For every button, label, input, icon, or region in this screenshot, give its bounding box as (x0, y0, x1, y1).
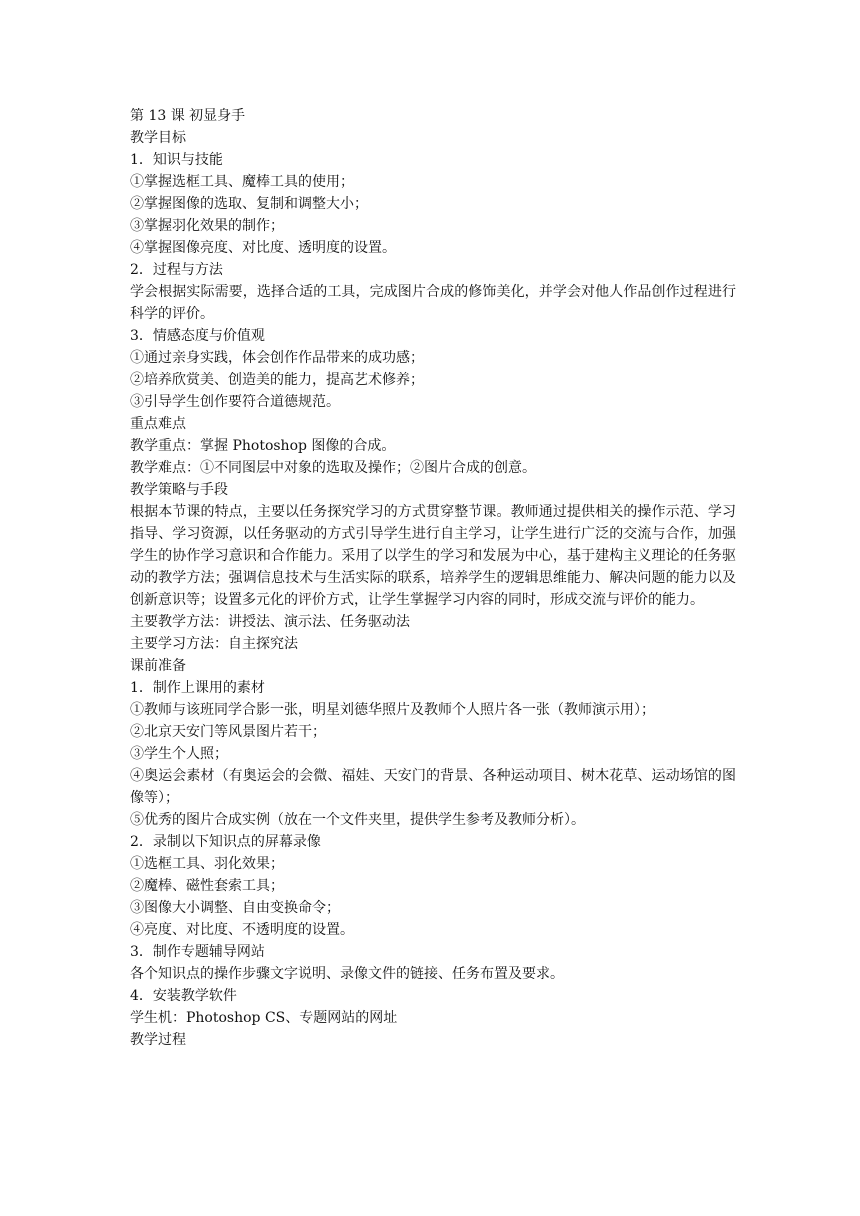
recording-item: ④亮度、对比度、不透明度的设置。 (130, 922, 354, 938)
process-heading: 2．过程与方法 (130, 262, 223, 278)
material-item: ④奥运会素材（有奥运会的会微、福娃、天安门的背景、各种运动项目、树木花草、运动场馆的图像等）； (130, 768, 736, 806)
teach-method: 主要教学方法：讲授法、演示法、任务驱动法 (130, 614, 410, 630)
recording-item: ③图像大小调整、自由变换命令； (130, 900, 340, 916)
recording-item: ②魔棒、磁性套索工具； (130, 878, 284, 894)
difficult-point: 教学难点：①不同图层中对象的选取及操作；②图片合成的创意。 (130, 460, 536, 476)
material-item: ②北京天安门等风景图片若干； (130, 724, 326, 740)
knowledge-item: ③掌握羽化效果的制作； (130, 218, 284, 234)
knowledge-heading: 1．知识与技能 (130, 152, 223, 168)
process-text: 学会根据实际需要，选择合适的工具，完成图片合成的修饰美化，并学会对他人作品创作过程进行科学的评价。 (130, 284, 736, 322)
knowledge-item: ②掌握图像的选取、复制和调整大小； (130, 196, 368, 212)
knowledge-item: ④掌握图像亮度、对比度、透明度的设置。 (130, 240, 396, 256)
knowledge-item: ①掌握选框工具、魔棒工具的使用； (130, 174, 354, 190)
prep3-text: 各个知识点的操作步骤文字说明、录像文件的链接、任务布置及要求。 (130, 966, 564, 982)
strategy-heading: 教学策略与手段 (130, 482, 228, 498)
attitude-item: ①通过亲身实践，体会创作作品带来的成功感； (130, 350, 424, 366)
lesson-title: 第 13 课 初显身手 (130, 108, 246, 124)
prep4-heading: 4．安装教学软件 (130, 988, 237, 1004)
key-point: 教学重点：掌握 Photoshop 图像的合成。 (130, 438, 396, 454)
process-section-heading: 教学过程 (130, 1032, 186, 1048)
prep4-text: 学生机：Photoshop CS、专题网站的网址 (130, 1010, 398, 1026)
material-item: ⑤优秀的图片合成实例（放在一个文件夹里，提供学生参考及教师分析）。 (130, 812, 585, 828)
attitude-heading: 3．情感态度与价值观 (130, 328, 265, 344)
prep2-heading: 2．录制以下知识点的屏幕录像 (130, 834, 321, 850)
material-item: ①教师与该班同学合影一张，明星刘德华照片及教师个人照片各一张（教师演示用）； (130, 702, 655, 718)
key-heading: 重点难点 (130, 416, 186, 432)
prep-heading: 课前准备 (130, 658, 186, 674)
recording-item: ①选框工具、羽化效果； (130, 856, 284, 872)
document-page (130, 105, 736, 1051)
strategy-text: 根据本节课的特点，主要以任务探究学习的方式贯穿整节课。教师通过提供相关的操作示范、学习指导、学习资源，以任务驱动的方式引导学生进行自主学习，让学生进行广泛的交流与合作，加强学生的协作学习意识和合作能力。采用了以学生的学习和发展为中心，基于建构主义理论的任务驱动的教学方法；强调信息技术与生活实际的联系，培养学生的逻辑思维能力、解决问题的能力以及创新意识等；设置多元化的评价方式，让学生掌握学习内容的同时，形成交流与评价的能力。 (130, 504, 736, 608)
attitude-item: ③引导学生创作要符合道德规范。 (130, 394, 340, 410)
goals-heading: 教学目标 (130, 130, 186, 146)
prep1-heading: 1．制作上课用的素材 (130, 680, 265, 696)
material-item: ③学生个人照； (130, 746, 228, 762)
attitude-item: ②培养欣赏美、创造美的能力，提高艺术修养； (130, 372, 424, 388)
prep3-heading: 3．制作专题辅导网站 (130, 944, 265, 960)
learn-method: 主要学习方法：自主探究法 (130, 636, 298, 652)
